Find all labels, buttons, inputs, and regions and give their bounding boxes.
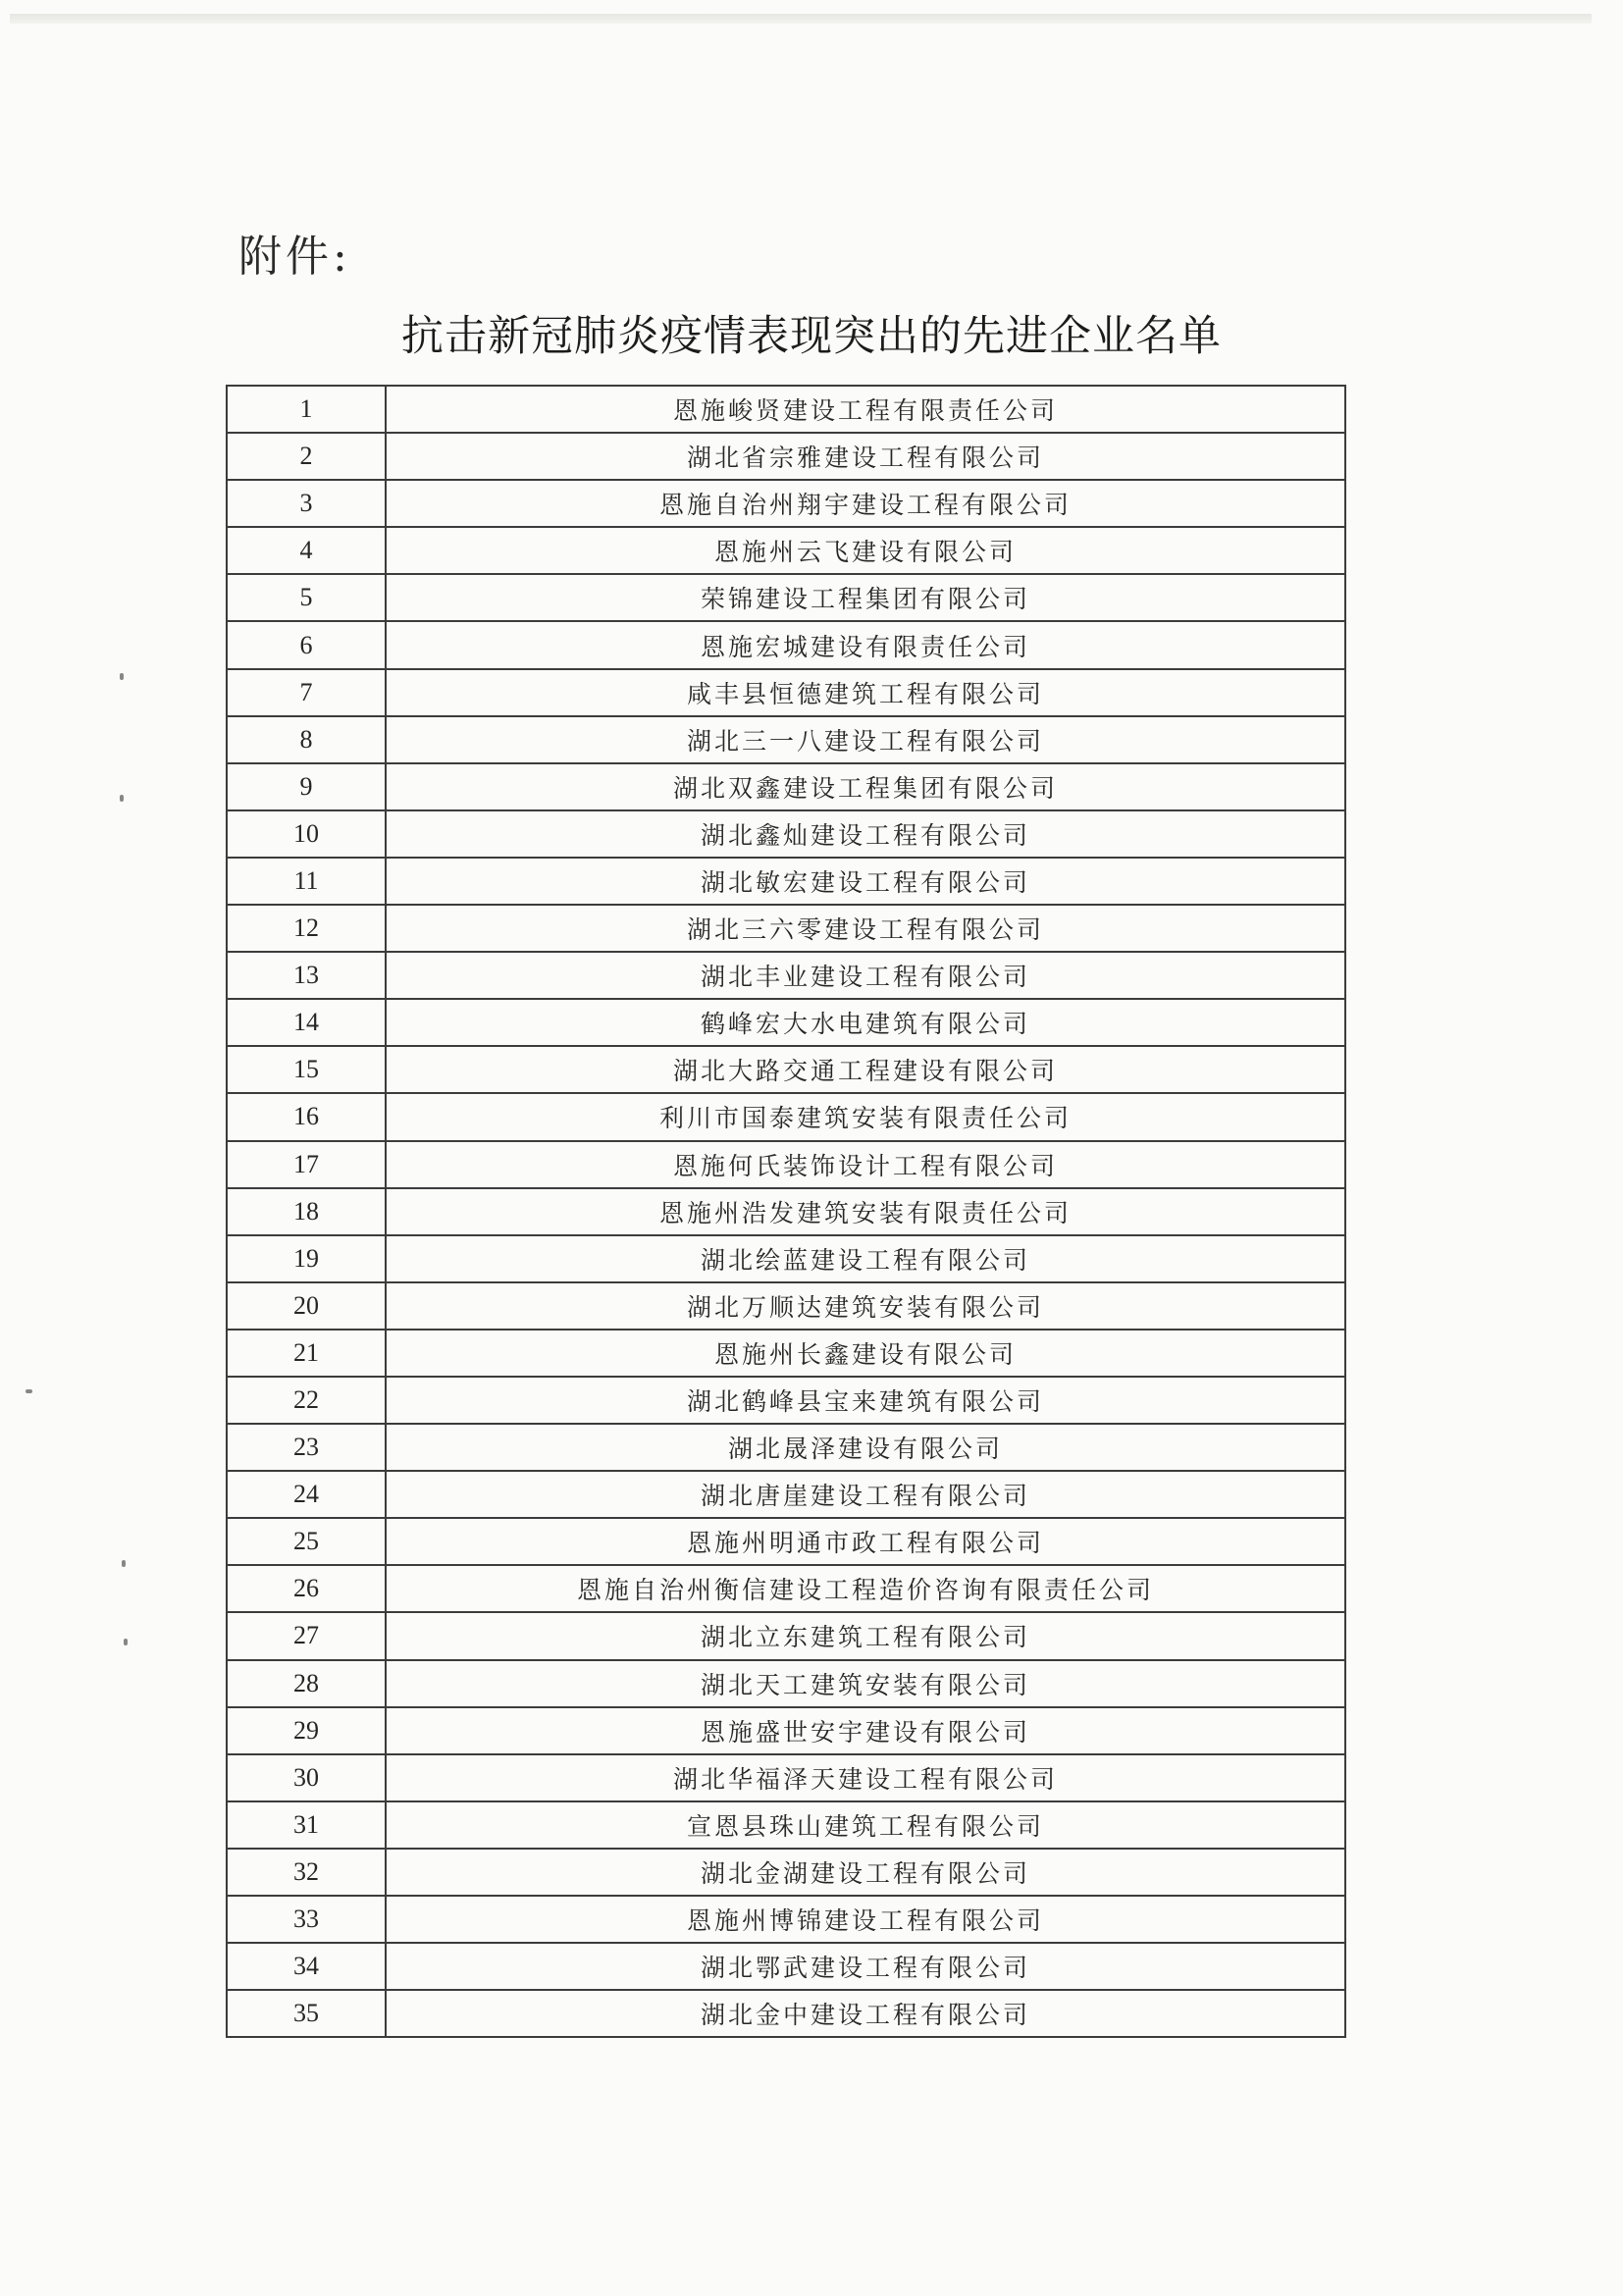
table-row — [227, 763, 1345, 810]
row-number-cell: 17 — [227, 1141, 386, 1188]
table-row — [227, 1660, 1345, 1707]
table-row — [227, 1707, 1345, 1754]
company-name-cell: 湖北金湖建设工程有限公司 — [386, 1849, 1345, 1896]
table-row — [227, 1471, 1345, 1518]
company-list-body — [227, 386, 1345, 2037]
table-row — [227, 1046, 1345, 1093]
company-name-cell: 利川市国泰建筑安装有限责任公司 — [386, 1093, 1345, 1140]
company-name-cell: 恩施州浩发建筑安装有限责任公司 — [386, 1188, 1345, 1235]
scan-speck — [120, 673, 124, 680]
row-number-cell: 29 — [227, 1707, 386, 1754]
table-row — [227, 1612, 1345, 1659]
company-list-table — [226, 385, 1346, 2038]
table-row — [227, 1565, 1345, 1612]
row-number-cell: 12 — [227, 905, 386, 952]
row-number-cell: 18 — [227, 1188, 386, 1235]
company-name-cell: 荣锦建设工程集团有限公司 — [386, 574, 1345, 621]
company-name-cell: 湖北天工建筑安装有限公司 — [386, 1660, 1345, 1707]
table-row — [227, 574, 1345, 621]
row-number-cell: 33 — [227, 1896, 386, 1943]
company-name-cell: 湖北三六零建设工程有限公司 — [386, 905, 1345, 952]
table-row — [227, 1330, 1345, 1377]
row-number-cell: 9 — [227, 763, 386, 810]
company-name-cell: 湖北金中建设工程有限公司 — [386, 1990, 1345, 2037]
row-number-cell: 26 — [227, 1565, 386, 1612]
company-name-cell: 湖北三一八建设工程有限公司 — [386, 716, 1345, 763]
row-number-cell: 32 — [227, 1849, 386, 1896]
row-number-cell: 22 — [227, 1377, 386, 1424]
company-name-cell: 湖北敏宏建设工程有限公司 — [386, 858, 1345, 905]
company-name-cell: 湖北丰业建设工程有限公司 — [386, 952, 1345, 999]
company-name-cell: 恩施自治州衡信建设工程造价咨询有限责任公司 — [386, 1565, 1345, 1612]
row-number-cell: 15 — [227, 1046, 386, 1093]
table-row — [227, 999, 1345, 1046]
company-name-cell: 湖北鄂武建设工程有限公司 — [386, 1943, 1345, 1990]
row-number-cell: 14 — [227, 999, 386, 1046]
company-name-cell: 恩施州云飞建设有限公司 — [386, 527, 1345, 574]
table-row — [227, 1141, 1345, 1188]
row-number-cell: 30 — [227, 1754, 386, 1801]
row-number-cell: 34 — [227, 1943, 386, 1990]
table-row — [227, 1990, 1345, 2037]
table-row — [227, 952, 1345, 999]
table-row — [227, 1093, 1345, 1140]
table-row — [227, 1518, 1345, 1565]
row-number-cell: 23 — [227, 1424, 386, 1471]
row-number-cell: 24 — [227, 1471, 386, 1518]
company-name-cell: 湖北鑫灿建设工程有限公司 — [386, 810, 1345, 858]
company-name-cell: 湖北晟泽建设有限公司 — [386, 1424, 1345, 1471]
row-number-cell: 19 — [227, 1235, 386, 1282]
row-number-cell: 13 — [227, 952, 386, 999]
table-row — [227, 905, 1345, 952]
attachment-label: 附件: — [238, 232, 351, 282]
table-row — [227, 1377, 1345, 1424]
company-name-cell: 湖北双鑫建设工程集团有限公司 — [386, 763, 1345, 810]
table-row — [227, 1849, 1345, 1896]
row-number-cell: 16 — [227, 1093, 386, 1140]
company-name-cell: 鹤峰宏大水电建筑有限公司 — [386, 999, 1345, 1046]
table-row — [227, 1282, 1345, 1330]
table-row — [227, 1896, 1345, 1943]
row-number-cell: 28 — [227, 1660, 386, 1707]
row-number-cell: 7 — [227, 669, 386, 716]
company-name-cell: 湖北万顺达建筑安装有限公司 — [386, 1282, 1345, 1330]
table-row — [227, 669, 1345, 716]
scan-speck — [124, 1639, 128, 1645]
company-name-cell: 恩施州长鑫建设有限公司 — [386, 1330, 1345, 1377]
row-number-cell: 31 — [227, 1801, 386, 1849]
scan-speck — [26, 1389, 32, 1393]
company-name-cell: 恩施宏城建设有限责任公司 — [386, 621, 1345, 668]
company-name-cell: 恩施州博锦建设工程有限公司 — [386, 1896, 1345, 1943]
table-row — [227, 1943, 1345, 1990]
table-row — [227, 1801, 1345, 1849]
table-row — [227, 433, 1345, 480]
company-name-cell: 恩施盛世安宇建设有限公司 — [386, 1707, 1345, 1754]
row-number-cell: 1 — [227, 386, 386, 433]
table-row — [227, 386, 1345, 433]
row-number-cell: 25 — [227, 1518, 386, 1565]
company-name-cell: 湖北鹤峰县宝来建筑有限公司 — [386, 1377, 1345, 1424]
row-number-cell: 3 — [227, 480, 386, 527]
company-name-cell: 湖北立东建筑工程有限公司 — [386, 1612, 1345, 1659]
scan-speck — [120, 795, 124, 802]
company-name-cell: 湖北华福泽天建设工程有限公司 — [386, 1754, 1345, 1801]
company-name-cell: 湖北大路交通工程建设有限公司 — [386, 1046, 1345, 1093]
table-row — [227, 1235, 1345, 1282]
company-name-cell: 恩施州明通市政工程有限公司 — [386, 1518, 1345, 1565]
row-number-cell: 10 — [227, 810, 386, 858]
table-row — [227, 527, 1345, 574]
row-number-cell: 5 — [227, 574, 386, 621]
company-name-cell: 恩施自治州翔宇建设工程有限公司 — [386, 480, 1345, 527]
table-row — [227, 1754, 1345, 1801]
row-number-cell: 4 — [227, 527, 386, 574]
row-number-cell: 35 — [227, 1990, 386, 2037]
scan-speck — [122, 1560, 126, 1567]
company-name-cell: 咸丰县恒德建筑工程有限公司 — [386, 669, 1345, 716]
table-row — [227, 1188, 1345, 1235]
row-number-cell: 2 — [227, 433, 386, 480]
row-number-cell: 21 — [227, 1330, 386, 1377]
table-row — [227, 858, 1345, 905]
row-number-cell: 20 — [227, 1282, 386, 1330]
table-row — [227, 1424, 1345, 1471]
row-number-cell: 11 — [227, 858, 386, 905]
scan-edge-strip — [10, 14, 1592, 24]
table-row — [227, 810, 1345, 858]
table-row — [227, 480, 1345, 527]
company-name-cell: 恩施何氏装饰设计工程有限公司 — [386, 1141, 1345, 1188]
company-name-cell: 湖北唐崖建设工程有限公司 — [386, 1471, 1345, 1518]
row-number-cell: 27 — [227, 1612, 386, 1659]
row-number-cell: 6 — [227, 621, 386, 668]
table-row — [227, 621, 1345, 668]
company-name-cell: 恩施峻贤建设工程有限责任公司 — [386, 386, 1345, 433]
row-number-cell: 8 — [227, 716, 386, 763]
company-name-cell: 宣恩县珠山建筑工程有限公司 — [386, 1801, 1345, 1849]
company-name-cell: 湖北省宗雅建设工程有限公司 — [386, 433, 1345, 480]
document-title: 抗击新冠肺炎疫情表现突出的先进企业名单 — [401, 312, 1222, 361]
table-row — [227, 716, 1345, 763]
company-name-cell: 湖北绘蓝建设工程有限公司 — [386, 1235, 1345, 1282]
